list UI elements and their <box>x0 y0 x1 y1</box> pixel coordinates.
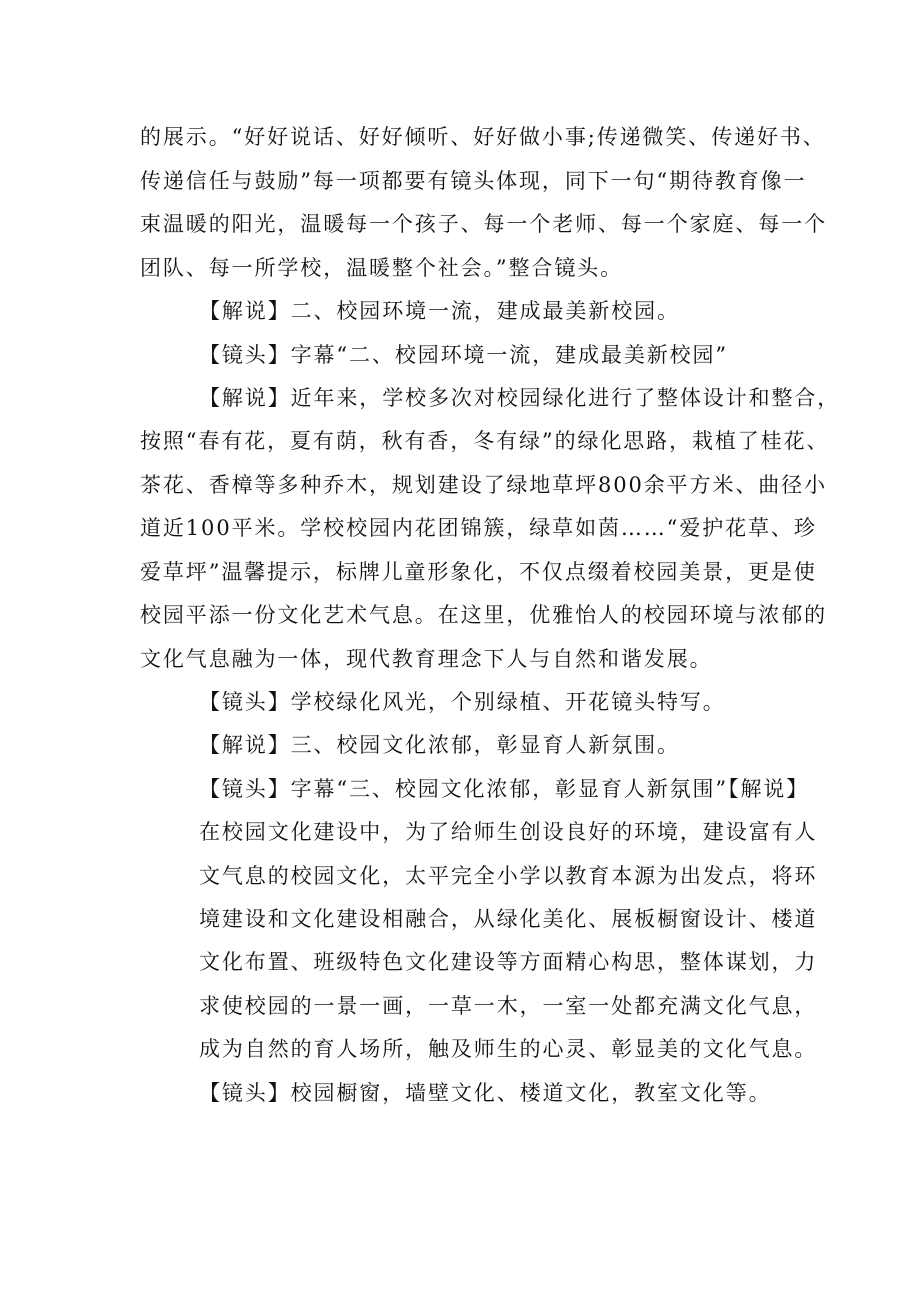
text-line: 文气息的校园文化，太平完全小学以教育本源为出发点，将环 <box>199 864 818 888</box>
text-line: 校园平添一份文化艺术气息。在这里，优雅怡人的校园环境与浓郁的 <box>140 603 827 627</box>
text-line: 境建设和文化建设相融合，从绿化美化、展板橱窗设计、楼道 <box>199 907 818 931</box>
text-line: 的展示。“好好说话、好好倾听、好好做小事;传递微笑、传递好书、 <box>140 125 826 149</box>
text-line: 【镜头】字幕“二、校园环境一流，建成最美新校园” <box>199 343 729 367</box>
text-line: 在校园文化建设中，为了给师生创设良好的环境，建设富有人 <box>199 820 818 844</box>
text-line: 文化布置、班级特色文化建设等方面精心构思，整体谋划，力 <box>199 950 818 974</box>
text-line: 团队、每一所学校，温暖整个社会。”整合镜头。 <box>140 256 624 280</box>
text-line: 传递信任与鼓励”每一项都要有镜头体现，同下一句“期待教育像一 <box>140 169 807 193</box>
text-line: 道近100平米。学校校园内花团锦簇，绿草如茵……“爱护花草、珍 <box>140 516 817 540</box>
text-line: 【解说】近年来，学校多次对校园绿化进行了整体设计和整合， <box>199 386 841 410</box>
text-line: 文化气息融为一体，现代教育理念下人与自然和谐发展。 <box>140 647 713 671</box>
text-line: 【解说】二、校园环境一流，建成最美新校园。 <box>199 299 680 323</box>
text-line: 茶花、香樟等多种乔木，规划建设了绿地草坪800余平方米、曲径小 <box>140 473 827 497</box>
text-line: 按照“春有花，夏有荫，秋有香，冬有绿”的绿化思路，栽植了桂花、 <box>140 429 830 453</box>
text-line: 【镜头】校园橱窗，墙壁文化、楼道文化，教室文化等。 <box>199 1081 772 1105</box>
text-line: 成为自然的育人场所，触及师生的心灵、彰显美的文化气息。 <box>199 1037 818 1061</box>
text-line: 求使校园的一景一画，一草一木，一室一处都充满文化气息， <box>199 994 818 1018</box>
text-line: 【解说】三、校园文化浓郁，彰显育人新氛围。 <box>199 733 680 757</box>
text-line: 【镜头】字幕“三、校园文化浓郁，彰显育人新氛围”【解说】 <box>199 777 810 801</box>
text-line: 爱草坪”温馨提示，标牌儿童形象化，不仅点缀着校园美景，更是使 <box>140 560 817 584</box>
text-line: 束温暖的阳光，温暖每一个孩子、每一个老师、每一个家庭、每一个 <box>140 212 827 236</box>
text-line: 【镜头】学校绿化风光，个别绿植、开花镜头特写。 <box>199 690 726 714</box>
